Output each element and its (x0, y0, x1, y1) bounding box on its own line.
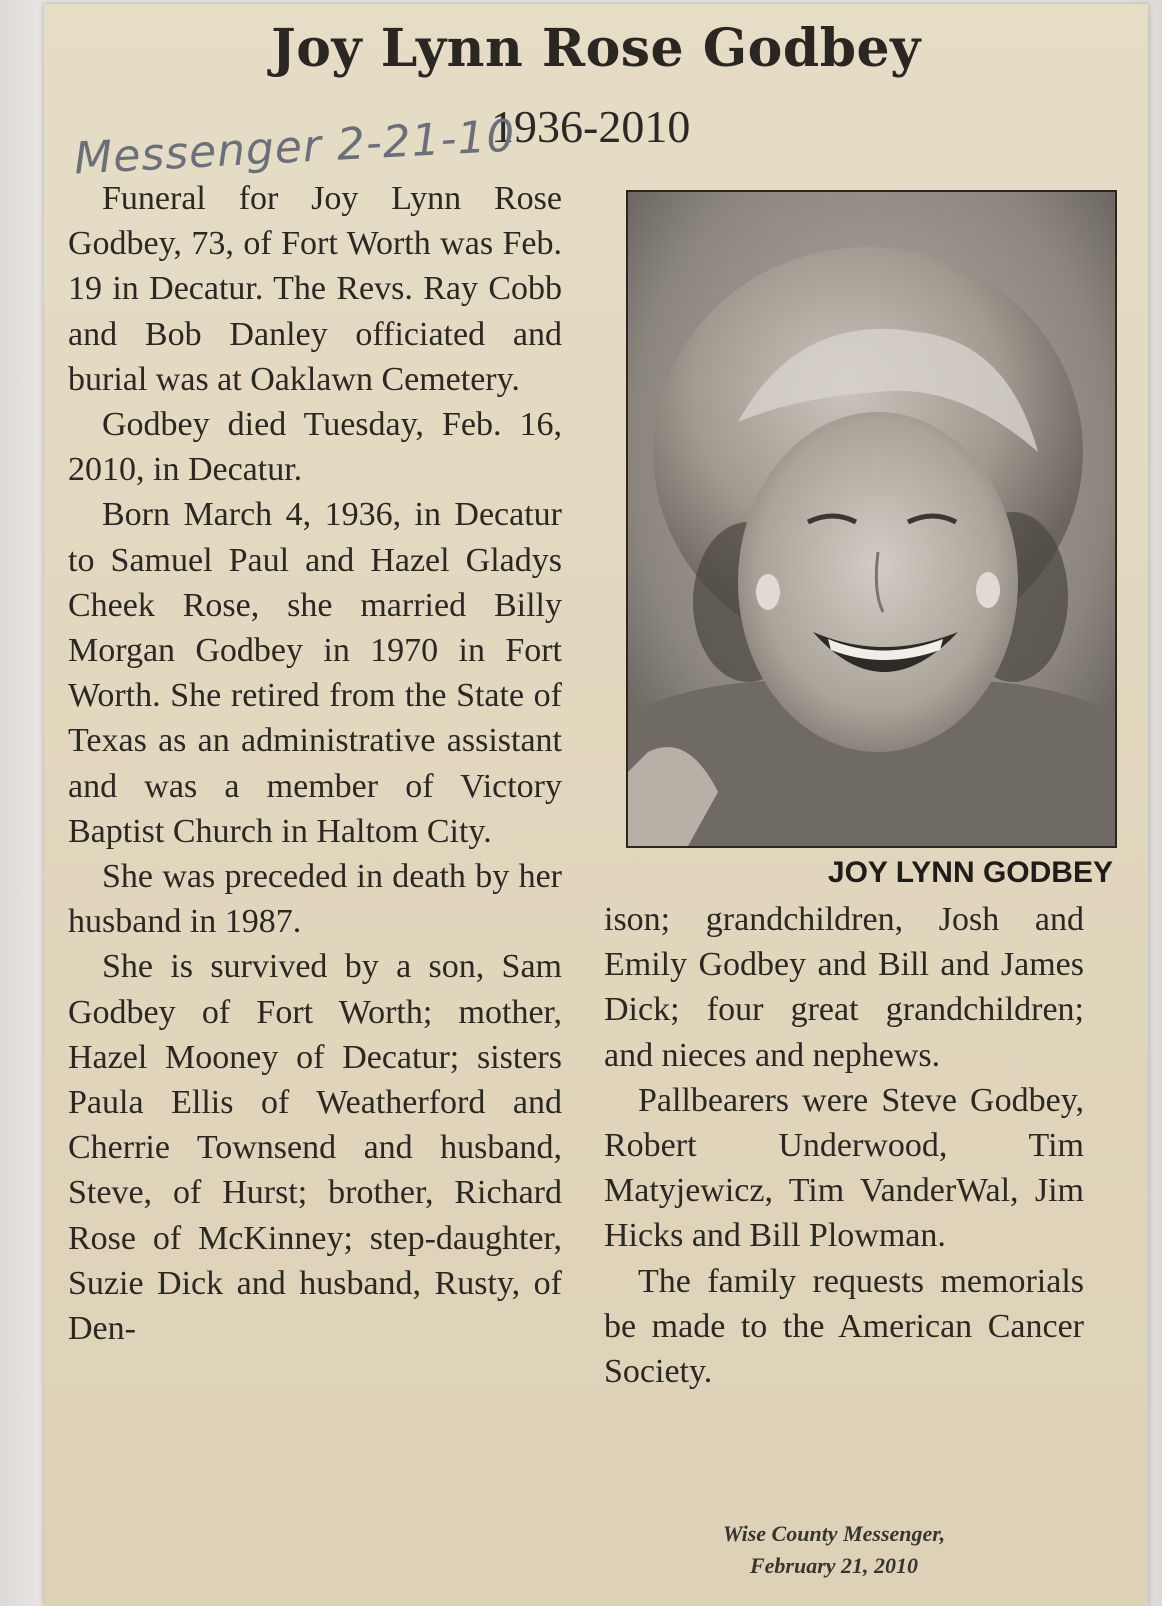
paragraph-pallbearers: Pallbearers were Steve Godbey, Robert Underwood, Tim Matyjewicz, Tim VanderWal, Jim Hicks and Bill Plowman. (604, 1081, 1084, 1255)
paragraph-survivors: She is survived by a son, Sam Godbey of Fort Worth; mother, Hazel Mooney of Decatur; sisters Paula Ellis of Weatherford and Cherrie Townsend and husband, Steve, of Hurst; brother, Richard Rose of McKinney; step-daughter, Suzie Dick and husband, Rusty, of Den- (68, 948, 562, 1348)
paragraph-funeral: Funeral for Joy Lynn Rose Godbey, 73, of Fort Worth was Feb. 19 in Decatur. The Revs. Ray Cobb and Bob Danley officiated and burial was at Oaklawn Cemetery. (68, 180, 562, 398)
photo-caption: JOY LYNN GODBEY (827, 856, 1113, 889)
portrait-photo (626, 190, 1117, 848)
paragraph-preceded: She was preceded in death by her husband in 1987. (68, 858, 562, 941)
paragraph-death: Godbey died Tuesday, Feb. 16, 2010, in Decatur. (68, 406, 562, 489)
source-publication: Wise County Messenger, (722, 1521, 946, 1546)
paragraph-survivors-continued: ison; grandchildren, Josh and Emily Godbey and Bill and James Dick; four great grandchildren; and nieces and nephews. (604, 901, 1084, 1074)
source-date: February 21, 2010 (749, 1553, 919, 1578)
life-years: 1936-2010 (491, 101, 691, 152)
paragraph-biography: Born March 4, 1936, in Decatur to Samuel Paul and Hazel Gladys Cheek Rose, she married Billy Morgan Godbey in 1970 in Fort Worth. She retired from the State of Texas as an administrative assistant and was a member of Victory Baptist Church in Haltom City. (68, 496, 562, 850)
obituary-headline: Joy Lynn Rose Godbey (271, 18, 921, 79)
handwritten-note: Messenger 2-21-10 (72, 110, 517, 185)
left-column (68, 176, 562, 1351)
source-credit (644, 1518, 1024, 1582)
portrait-illustration (628, 192, 1115, 846)
newspaper-clipping (44, 4, 1148, 1606)
right-column (604, 897, 1084, 1394)
paragraph-memorials: The family requests memorials be made to the American Cancer Society. (604, 1262, 1084, 1391)
